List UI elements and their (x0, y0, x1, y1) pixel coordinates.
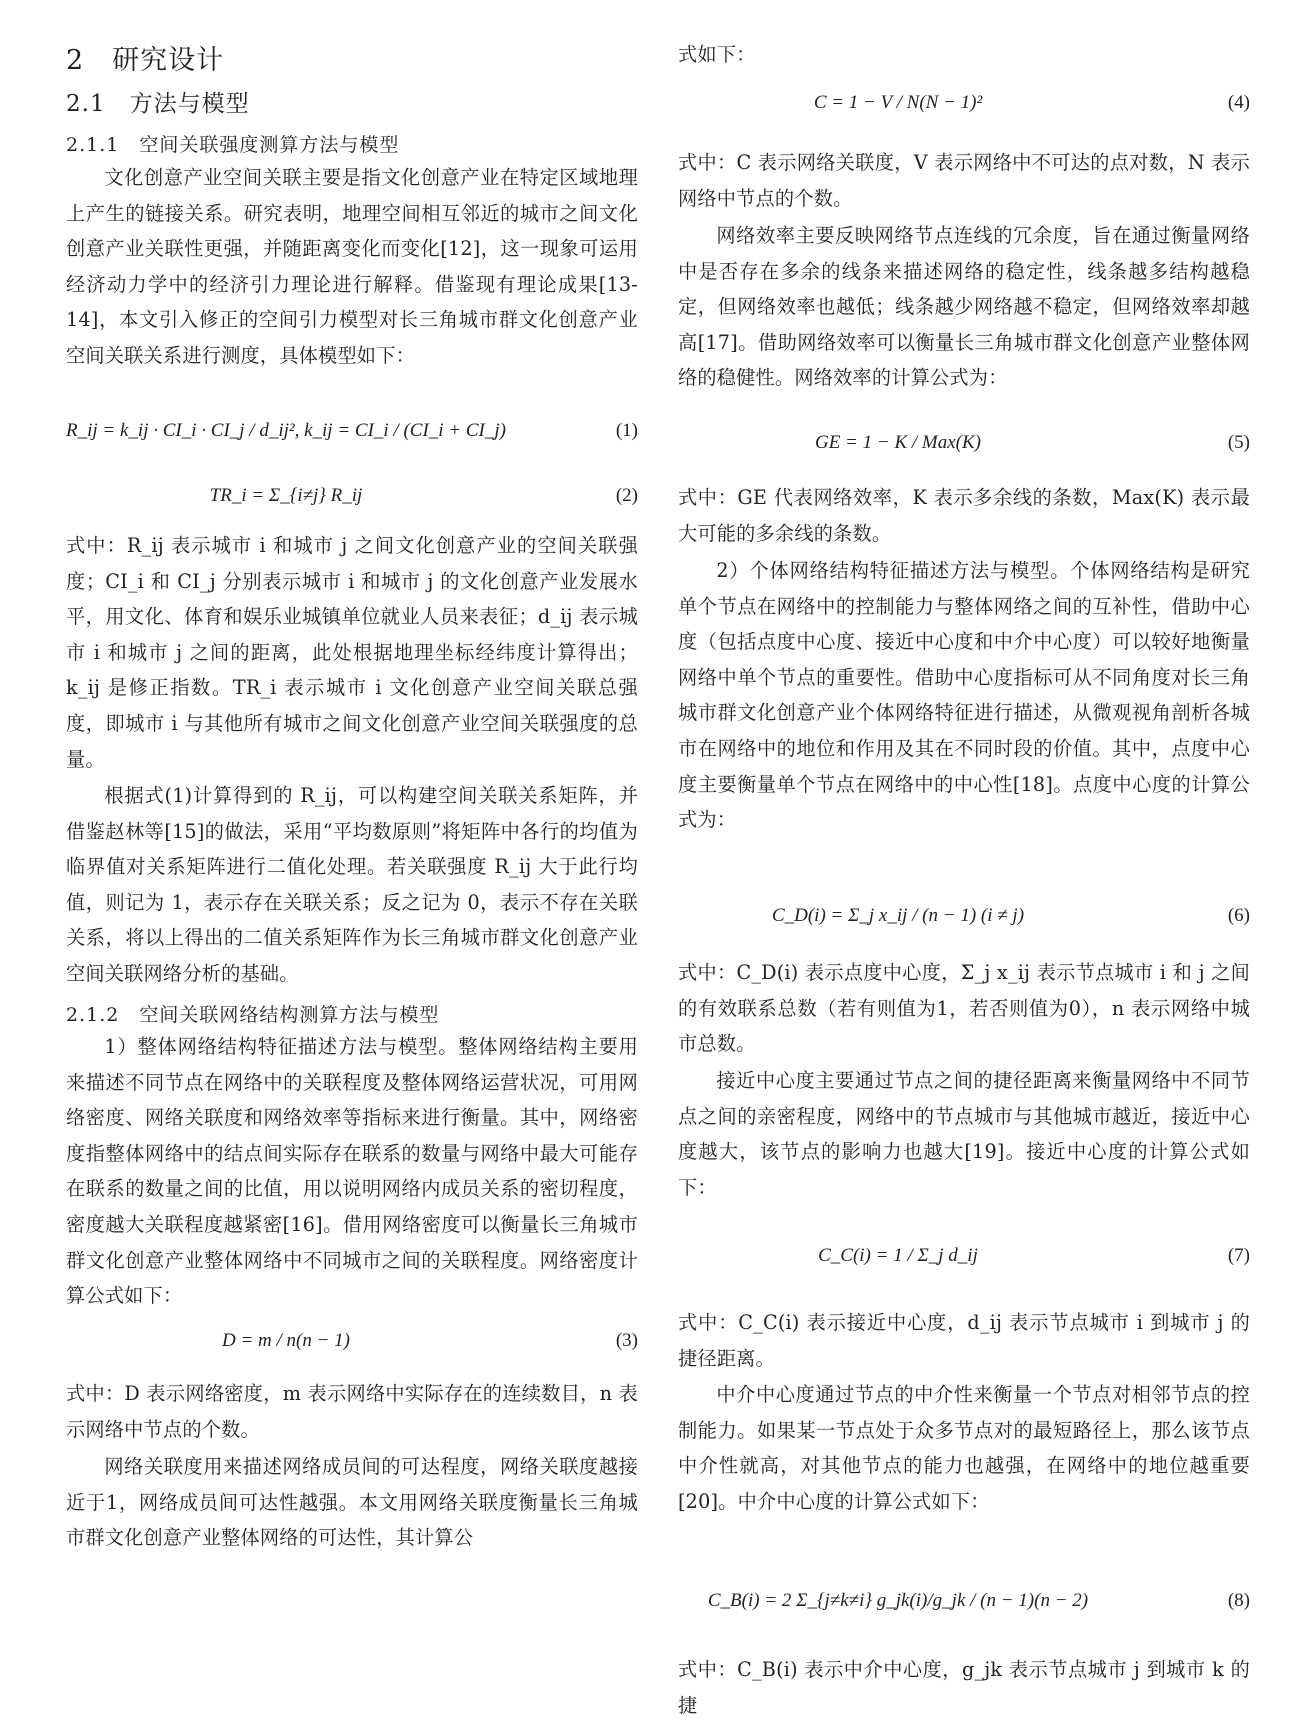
equation-formula: TR_i = Σ_{i≠j} R_ij (209, 485, 363, 506)
paragraph: 式中：C_B(i) 表示中介中心度，g_jk 表示节点城市 j 到城市 k 的捷 (678, 1658, 1250, 1717)
paragraph: 式中：R_ij 表示城市 i 和城市 j 之间文化创意产业的空间关联强度；CI_i 和 CI_j 分别表示城市 i 和城市 j 的文化创意产业发展水平，用文化、体育和娱乐业城镇单位就业人员来表征；d_ij 表示城市 i 和城市 j 之间的距离，此处根据地理坐标经纬度计算得出；k_ij 是修正指数。TR_i 表示城市 i 文化创意产业空间关联总强度，即城市 i 与其他所有城市之间文化创意产业空间关联强度的总量。 (66, 534, 638, 771)
paragraph: 式中：C_D(i) 表示点度中心度，Σ_j x_ij 表示节点城市 i 和 j 之间的有效联系总数（若有则值为1，若否则值为0），n 表示网络中城市总数。 (678, 961, 1250, 1056)
equation-1 (66, 420, 638, 460)
paragraph: 式中：C 表示网络关联度，V 表示网络中不可达的点对数，N 表示网络中节点的个数。 (678, 151, 1250, 210)
equation-5 (678, 432, 1250, 472)
equation-number: (1) (615, 420, 638, 441)
equation-number: (6) (1227, 905, 1250, 926)
paragraph: 1）整体网络结构特征描述方法与模型。整体网络结构主要用来描述不同节点在网络中的关联程度及整体网络运营状况，可用网络密度、网络关联度和网络效率等指标来进行衡量。其中，网络密度指整体网络中的结点间实际存在联系的数量与网络中最大可能存在联系的数量之间的比值，用以说明网络内成员关系的密切程度，密度越大关联程度越紧密[16]。借用网络密度可以衡量长三角城市群文化创意产业整体网络中不同城市之间的关联程度。网络密度计算公式如下： (66, 1035, 638, 1308)
equation-formula: C_D(i) = Σ_j x_ij / (n − 1) (i ≠ j) (771, 905, 1025, 926)
equation-formula: GE = 1 − K / Max(K) (814, 432, 981, 453)
paragraph: 式中：C_C(i) 表示接近中心度，d_ij 表示节点城市 i 到城市 j 的捷径距离。 (678, 1311, 1250, 1370)
paragraph: 式中：GE 代表网络效率，K 表示多余线的条数，Max(K) 表示最大可能的多余线的条数。 (678, 486, 1250, 545)
paragraph: 2）个体网络结构特征描述方法与模型。个体网络结构是研究单个节点在网络中的控制能力与整体网络之间的互补性，借助中心度（包括点度中心度、接近中心度和中介中心度）可以较好地衡量网络中单个节点的重要性。借助中心度指标可从不同角度对长三角城市群文化创意产业个体网络特征进行描述，从微观视角剖析各城市在网络中的地位和作用及其在不同时段的价值。其中，点度中心度主要衡量单个节点在网络中的中心性[18]。点度中心度的计算公式为： (678, 559, 1250, 832)
paragraph: 文化创意产业空间关联主要是指文化创意产业在特定区域地理上产生的链接关系。研究表明，地理空间相互邻近的城市之间文化创意产业关联性更强，并随距离变化而变化[12]，这一现象可运用经济动力学中的经济引力理论进行解释。借鉴现有理论成果[13-14]，本文引入修正的空间引力模型对长三角城市群文化创意产业空间关联关系进行测度，具体模型如下： (66, 166, 638, 367)
equation-4 (678, 92, 1250, 132)
equation-number: (5) (1227, 432, 1250, 453)
paragraph: 式中：D 表示网络密度，m 表示网络中实际存在的连续数目，n 表示网络中节点的个数。 (66, 1382, 638, 1441)
equation-2 (66, 485, 638, 525)
equation-6 (678, 905, 1250, 945)
equation-number: (7) (1227, 1245, 1250, 1266)
paragraph: 网络关联度用来描述网络成员间的可达程度，网络关联度越接近于1，网络成员间可达性越强。本文用网络关联度衡量长三角城市群文化创意产业整体网络的可达性，其计算公 (66, 1455, 638, 1550)
equation-8 (678, 1590, 1250, 1630)
equation-number: (2) (615, 485, 638, 506)
subsubsection-heading: 2.1.2 空间关联网络结构测算方法与模型 (66, 1004, 440, 1026)
equation-formula: R_ij = k_ij · CI_i · CI_j / d_ij², k_ij = CI_i / (CI_i + CI_j) (66, 420, 506, 441)
paragraph: 根据式(1)计算得到的 R_ij，可以构建空间关联关系矩阵，并借鉴赵林等[15]的做法，采用“平均数原则”将矩阵中各行的均值为临界值对关系矩阵进行二值化处理。若关联强度 R_ij 大于此行均值，则记为 1，表示存在关联关系；反之记为 0，表示不存在关联关系，将以上得出的二值关系矩阵作为长三角城市群文化创意产业空间关联网络分析的基础。 (66, 784, 638, 985)
subsection-heading: 2.1 方法与模型 (66, 91, 250, 117)
paragraph: 式如下： (678, 43, 756, 66)
subsubsection-heading: 2.1.1 空间关联强度测算方法与模型 (66, 134, 400, 156)
section-heading: 2 研究设计 (66, 45, 225, 76)
paragraph: 中介中心度通过节点的中介性来衡量一个节点对相邻节点的控制能力。如果某一节点处于众多节点对的最短路径上，那么该节点中介性就高，对其他节点的能力也越强，在网络中的地位越重要[20]。中介中心度的计算公式如下： (678, 1383, 1250, 1513)
equation-3 (66, 1330, 638, 1370)
paragraph: 网络效率主要反映网络节点连线的冗余度，旨在通过衡量网络中是否存在多余的线条来描述网络的稳定性，线条越多结构越稳定，但网络效率也越低；线条越少网络越不稳定，但网络效率却越高[17]。借助网络效率可以衡量长三角城市群文化创意产业整体网络的稳健性。网络效率的计算公式为： (678, 224, 1250, 390)
equation-formula: C_B(i) = 2 Σ_{j≠k≠i} g_jk(i)/g_jk / (n − 1)(n − 2) (707, 1590, 1089, 1611)
equation-formula: C = 1 − V / N(N − 1)² (813, 92, 983, 113)
equation-number: (4) (1227, 92, 1250, 113)
equation-formula: D = m / n(n − 1) (221, 1330, 351, 1351)
equation-number: (3) (615, 1330, 638, 1351)
equation-7 (678, 1245, 1250, 1285)
equation-formula: C_C(i) = 1 / Σ_j d_ij (818, 1245, 978, 1266)
paragraph: 接近中心度主要通过节点之间的捷径距离来衡量网络中不同节点之间的亲密程度，网络中的节点城市与其他城市越近，接近中心度越大，该节点的影响力也越大[19]。接近中心度的计算公式如下： (678, 1069, 1250, 1199)
equation-number: (8) (1227, 1590, 1250, 1611)
